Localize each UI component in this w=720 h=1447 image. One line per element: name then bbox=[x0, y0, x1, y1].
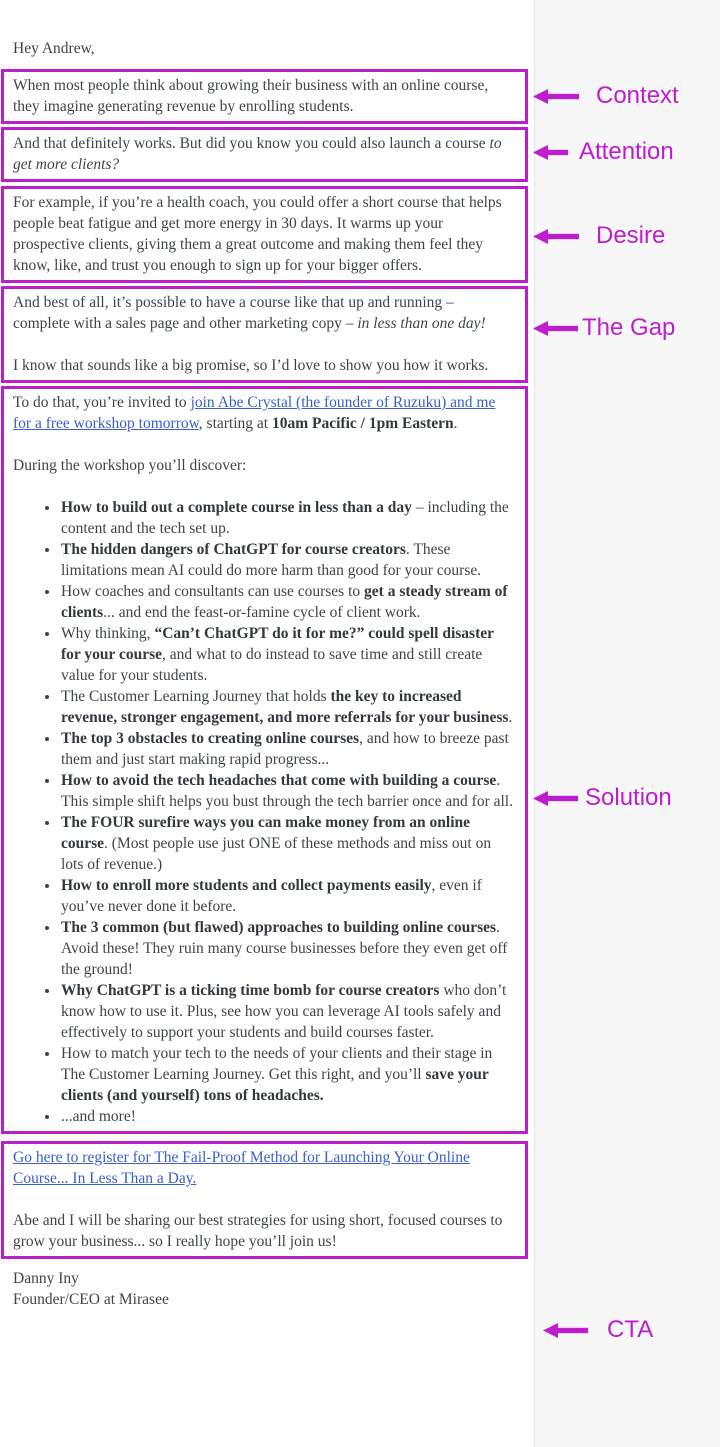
annotation-label: Desire bbox=[596, 222, 666, 249]
bullet-item bbox=[60, 917, 513, 980]
text-run: save your clients (and yourself) tons of headaches. bbox=[61, 1066, 489, 1104]
text-run: to get more clients? bbox=[13, 135, 502, 173]
annotation-label: Context bbox=[596, 82, 679, 109]
text-run: the key to increased revenue, stronger engagement, and more referrals for your business bbox=[61, 688, 509, 726]
signature-title: Founder/CEO at Mirasee bbox=[13, 1291, 169, 1308]
bullet-item bbox=[60, 686, 513, 728]
text-run: The hidden dangers of ChatGPT for course creators bbox=[61, 541, 406, 558]
solution-text bbox=[13, 392, 513, 1127]
email-paragraph bbox=[13, 392, 513, 434]
annotation-context bbox=[533, 81, 679, 111]
email-paragraph bbox=[13, 1210, 513, 1252]
bullet-item bbox=[60, 1043, 513, 1106]
text-run: . (Most people use just ONE of these methods and miss out on lots of revenue.) bbox=[61, 835, 492, 873]
text-run: And best of all, it’s possible to have a course like that up and running – complete with a sales page and other marketing copy – bbox=[13, 294, 454, 332]
highlight-box-context bbox=[1, 69, 528, 124]
highlight-box-the-gap bbox=[1, 286, 528, 383]
annotation-the-gap bbox=[533, 313, 675, 343]
text-run: , and how to breeze past them and just start making rapid progress... bbox=[61, 730, 509, 768]
text-run: During the workshop you’ll discover: bbox=[13, 457, 247, 474]
signature-name: Danny Iny bbox=[13, 1270, 79, 1287]
text-run: . This simple shift helps you bust through the tech barrier once and for all. bbox=[61, 772, 513, 810]
email-paragraph bbox=[13, 192, 513, 276]
text-run: in less than one day! bbox=[357, 315, 486, 332]
text-run: , even if you’ve never done it before. bbox=[61, 877, 482, 915]
annotation-cta bbox=[543, 1315, 653, 1345]
text-run: When most people think about growing their business with an online course, they imagine generating revenue by enrolling students. bbox=[13, 77, 489, 115]
annotation-desire bbox=[533, 221, 665, 251]
text-run: The 3 common (but flawed) approaches to building online courses bbox=[61, 919, 497, 936]
bullet-item bbox=[60, 980, 513, 1043]
text-run: – including the content and the tech set up. bbox=[61, 499, 509, 537]
highlight-box-attention bbox=[1, 127, 528, 182]
email-paragraph bbox=[13, 1147, 513, 1189]
bullet-item bbox=[60, 770, 513, 812]
text-run: . bbox=[508, 709, 513, 726]
text-run: , starting at bbox=[198, 415, 272, 432]
text-run: Abe and I will be sharing our best strategies for using short, focused courses to grow your business... so I really hope you’ll join us! bbox=[13, 1212, 503, 1250]
bullet-item bbox=[60, 581, 513, 623]
arrow-left-icon bbox=[533, 88, 579, 105]
text-run: How coaches and consultants can use courses to bbox=[61, 583, 365, 600]
annotation-label: Attention bbox=[579, 138, 674, 165]
text-run: The top 3 obstacles to creating online courses bbox=[61, 730, 360, 747]
email-paragraph bbox=[13, 355, 513, 376]
text-run: How to enroll more students and collect payments easily bbox=[61, 877, 432, 894]
text-run: . Avoid these! They ruin many course businesses before they even get off the ground! bbox=[61, 919, 508, 978]
text-run: Why thinking, bbox=[61, 625, 155, 642]
bullet-item bbox=[60, 1106, 513, 1127]
email-paragraph bbox=[13, 133, 513, 175]
bullet-item bbox=[60, 728, 513, 770]
arrow-left-icon bbox=[533, 144, 568, 161]
text-run: I know that sounds like a big promise, so I’d love to show you how it works. bbox=[13, 357, 489, 374]
bullet-item bbox=[60, 539, 513, 581]
text-run: For example, if you’re a health coach, you could offer a short course that helps people beat fatigue and get more energy in 30 days. It warms up your prospective clients, giving them a great outcome and making them feel they know, like, and trust you enough to sign up for your bigger offers. bbox=[13, 194, 502, 274]
attention-text bbox=[13, 133, 513, 175]
text-run: And that definitely works. But did you know you could also launch a course bbox=[13, 135, 490, 152]
email-link[interactable]: join Abe Crystal (the founder of Ruzuku) and me for a free workshop tomorrow bbox=[13, 394, 496, 432]
arrow-left-icon bbox=[533, 228, 579, 245]
cta-text bbox=[13, 1147, 513, 1252]
text-run: The Customer Learning Journey that holds bbox=[61, 688, 331, 705]
text-run: How to avoid the tech headaches that come with building a course bbox=[61, 772, 497, 789]
bullet-item bbox=[60, 623, 513, 686]
context-text bbox=[13, 75, 513, 117]
text-run: To do that, you’re invited to bbox=[13, 394, 191, 411]
arrow-left-icon bbox=[533, 320, 578, 337]
workshop-bullet-list bbox=[13, 497, 513, 1127]
text-run: ...and more! bbox=[61, 1108, 136, 1125]
text-run: . These limitations mean AI could do more harm than good for your course. bbox=[61, 541, 482, 579]
text-run: Why ChatGPT is a ticking time bomb for course creators bbox=[61, 982, 440, 999]
desire-text bbox=[13, 192, 513, 276]
email-signature bbox=[13, 1268, 534, 1310]
annotation-label: The Gap bbox=[582, 314, 676, 341]
text-run: get a steady stream of clients bbox=[61, 583, 508, 621]
highlight-box-desire bbox=[1, 186, 528, 283]
highlight-box-solution bbox=[1, 386, 528, 1134]
text-run: How to match your tech to the needs of your clients and their stage in The Customer Learning Journey. Get this right, and you’ll bbox=[61, 1045, 493, 1083]
bullet-item bbox=[60, 812, 513, 875]
bullet-item bbox=[60, 497, 513, 539]
text-run: who don’t know how to use it. Plus, see how you can leverage AI tools safely and effectively to support your students and build courses faster. bbox=[61, 982, 507, 1041]
arrow-left-icon bbox=[543, 1322, 588, 1339]
email-greeting: Hey Andrew, bbox=[13, 40, 95, 57]
the-gap-text bbox=[13, 292, 513, 376]
email-paragraph bbox=[13, 455, 513, 476]
text-run: , and what to do instead to save time and still create value for your students. bbox=[61, 646, 483, 684]
annotation-label: Solution bbox=[585, 784, 672, 811]
email-link[interactable]: Go here to register for The Fail-Proof Method for Launching Your Online Course... In Less Than a Day. bbox=[13, 1149, 470, 1187]
email-paragraph bbox=[13, 292, 513, 334]
email-paragraph bbox=[13, 75, 513, 117]
text-run: “Can’t ChatGPT do it for me?” could spell disaster for your course bbox=[61, 625, 494, 663]
text-run: 10am Pacific / 1pm Eastern bbox=[271, 415, 454, 432]
text-run: . bbox=[453, 415, 458, 432]
text-run: The FOUR surefire ways you can make money from an online course bbox=[61, 814, 471, 852]
bullet-item bbox=[60, 875, 513, 917]
annotation-attention bbox=[533, 137, 674, 167]
annotation-label: CTA bbox=[607, 1316, 654, 1343]
text-run: ... and end the feast-or-famine cycle of client work. bbox=[103, 604, 421, 621]
text-run: How to build out a complete course in less than a day bbox=[61, 499, 412, 516]
highlight-box-cta bbox=[1, 1141, 528, 1259]
annotation-solution bbox=[533, 783, 672, 813]
arrow-left-icon bbox=[533, 790, 578, 807]
